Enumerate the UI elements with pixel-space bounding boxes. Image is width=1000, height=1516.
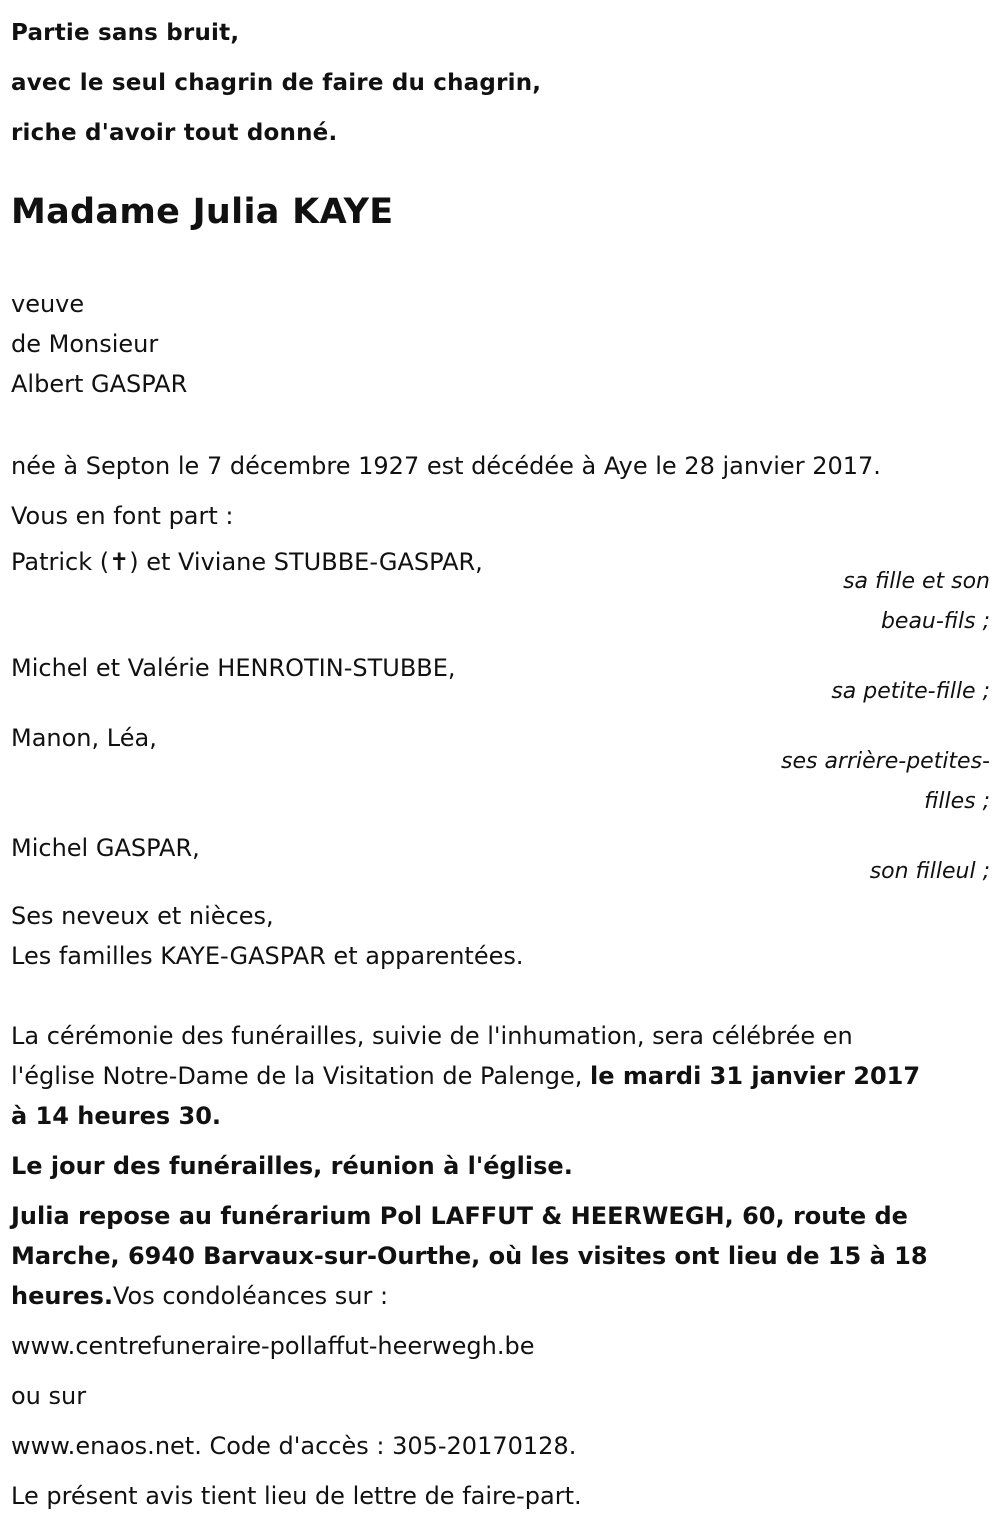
repose-line-3 bbox=[11, 1276, 990, 1316]
ceremony-line-1: La cérémonie des funérailles, suivie de l'inhumation, sera célébrée en bbox=[11, 1022, 853, 1050]
ceremony-date: le mardi 31 janvier 2017 bbox=[590, 1062, 921, 1090]
family-names: Patrick (✝) et Viviane STUBBE-GASPAR, bbox=[11, 548, 483, 576]
other-family-block bbox=[11, 896, 990, 976]
repose-line-1: Julia repose au funérarium Pol LAFFUT & HEERWEGH, 60, route de bbox=[11, 1202, 908, 1230]
family-relation: ses arrière-petites- bbox=[781, 749, 990, 774]
family-relation: sa fille et son bbox=[843, 569, 990, 594]
family-relation-cont: beau-fils ; bbox=[880, 609, 990, 634]
nephews-nieces: Ses neveux et nièces, bbox=[11, 902, 274, 930]
repose-hours: heures. bbox=[11, 1282, 113, 1310]
ceremony-text bbox=[11, 1016, 990, 1136]
announce-text: Vous en font part : bbox=[11, 502, 234, 530]
family-relation: sa petite-fille ; bbox=[831, 679, 990, 704]
family-entry bbox=[11, 542, 990, 642]
widow-line-3: Albert GASPAR bbox=[11, 370, 188, 398]
reunion-text: Le jour des funérailles, réunion à l'église. bbox=[11, 1152, 573, 1180]
widow-of-block bbox=[11, 284, 990, 404]
verse-line-1: Partie sans bruit, bbox=[11, 20, 240, 46]
repose-line-2: Marche, 6940 Barvaux-sur-Ourthe, où les visites ont lieu de 15 à 18 bbox=[11, 1242, 928, 1270]
widow-line-1: veuve bbox=[11, 290, 85, 318]
related-families: Les familles KAYE-GASPAR et apparentées. bbox=[11, 942, 524, 970]
repose-text bbox=[11, 1196, 990, 1316]
widow-line-2: de Monsieur bbox=[11, 330, 159, 358]
family-names: Manon, Léa, bbox=[11, 724, 157, 752]
opening-verse bbox=[11, 8, 990, 158]
verse-line-3: riche d'avoir tout donné. bbox=[11, 120, 338, 146]
ceremony-time: à 14 heures 30. bbox=[11, 1102, 222, 1130]
verse-line-2: avec le seul chagrin de faire du chagrin, bbox=[11, 70, 542, 96]
or-on-text: ou sur bbox=[11, 1382, 87, 1410]
family-entry bbox=[11, 718, 990, 822]
ceremony-line-2 bbox=[11, 1056, 990, 1096]
deceased-name: Madame Julia KAYE bbox=[11, 192, 394, 232]
closing-text: Le présent avis tient lieu de lettre de faire-part. bbox=[11, 1482, 582, 1510]
website-link-2[interactable]: www.enaos.net. Code d'accès : 305-20170128. bbox=[11, 1432, 577, 1460]
family-names: Michel GASPAR, bbox=[11, 834, 200, 862]
family-names: Michel et Valérie HENROTIN-STUBBE, bbox=[11, 654, 456, 682]
condolences-label: Vos condoléances sur : bbox=[112, 1282, 389, 1310]
family-entry bbox=[11, 648, 990, 712]
birth-death-text: née à Septon le 7 décembre 1927 est décédée à Aye le 28 janvier 2017. bbox=[11, 452, 881, 480]
family-relation: son filleul ; bbox=[869, 859, 990, 884]
family-entry bbox=[11, 828, 990, 892]
website-link-1[interactable]: www.centrefuneraire-pollaffut-heerwegh.be bbox=[11, 1332, 535, 1360]
family-relation-cont: filles ; bbox=[924, 789, 990, 814]
obituary-notice bbox=[0, 8, 1000, 1516]
ceremony-church: l'église Notre-Dame de la Visitation de Palenge, bbox=[11, 1062, 590, 1090]
